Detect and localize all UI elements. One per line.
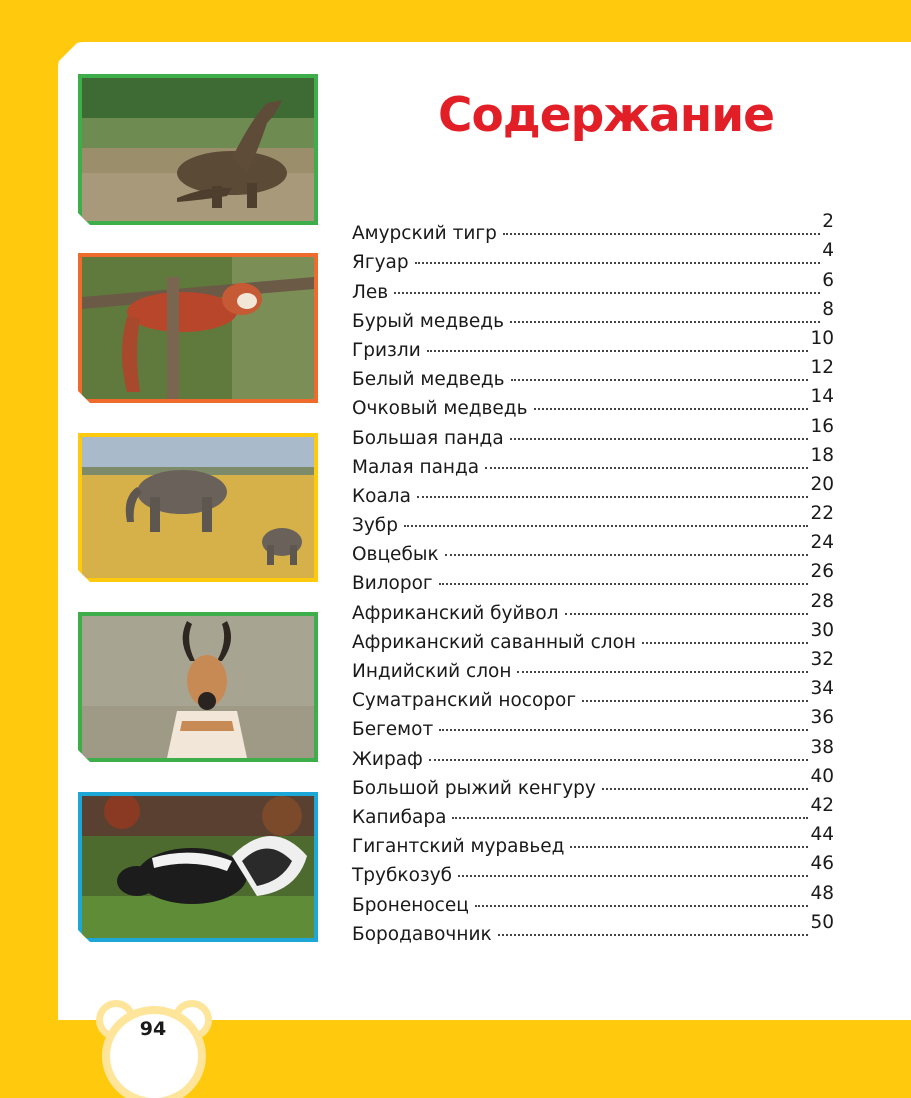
toc-dot-leader (415, 262, 821, 264)
toc-dot-leader (511, 379, 809, 381)
toc-dot-leader (565, 613, 809, 615)
toc-entry[interactable] (352, 882, 834, 916)
bear-badge-icon (92, 990, 216, 1098)
toc-entry-page: 6 (822, 269, 834, 291)
toc-dot-leader (458, 875, 808, 877)
toc-dot-leader (429, 759, 809, 761)
toc-dot-leader (534, 408, 809, 410)
toc-entry[interactable] (352, 765, 834, 800)
toc-dot-leader (417, 496, 809, 498)
toc-dot-leader (439, 729, 808, 731)
toc-entry-page: 36 (810, 707, 834, 729)
toc-entry[interactable] (352, 473, 834, 508)
toc-entry-page: 28 (810, 590, 834, 612)
toc-entry-page: 22 (810, 503, 834, 525)
toc-entry-page: 50 (810, 911, 834, 933)
toc-entry[interactable] (352, 240, 834, 274)
toc-entry[interactable] (352, 298, 834, 333)
toc-dot-leader (570, 846, 808, 848)
toc-entry-label: Овцебык (352, 544, 439, 566)
toc-entry[interactable] (352, 736, 834, 770)
toc-dot-leader (642, 642, 808, 644)
toc-entry-label: Вилорог (352, 573, 433, 595)
toc-entry[interactable] (352, 269, 834, 303)
toc-entry-page: 4 (822, 240, 834, 262)
toc-entry-label: Зубр (352, 515, 398, 537)
toc-entry-page: 30 (810, 619, 834, 641)
red-panda-photo (78, 253, 318, 403)
toc-entry[interactable] (352, 649, 834, 683)
toc-entry-label: Гризли (352, 339, 421, 361)
toc-entry-label: Жираф (352, 748, 423, 770)
toc-dot-leader (517, 671, 808, 673)
toc-entry-label: Бородавочник (352, 923, 492, 945)
toc-entry-page: 48 (810, 882, 834, 904)
toc-entry-label: Большой рыжий кенгуру (352, 777, 596, 799)
toc-dot-leader (427, 350, 809, 352)
toc-entry-page: 20 (810, 473, 834, 495)
toc-entry-page: 46 (810, 853, 834, 875)
toc-entry-page: 38 (810, 736, 834, 758)
toc-entry-label: Броненосец (352, 894, 469, 916)
toc-entry-page: 14 (810, 386, 834, 408)
toc-entry-page: 16 (810, 415, 834, 437)
toc-entry-label: Суматранский носорог (352, 690, 577, 712)
toc-entry-label: Бурый медведь (352, 310, 505, 332)
toc-entry[interactable] (352, 794, 834, 829)
toc-entry[interactable] (352, 415, 834, 449)
toc-dot-leader (498, 934, 809, 936)
toc-entry-label: Индийский слон (352, 661, 512, 682)
toc-entry-page: 24 (810, 532, 834, 554)
toc-entry[interactable] (352, 707, 834, 741)
toc-entry[interactable] (352, 327, 834, 362)
toc-dot-leader (439, 583, 809, 585)
toc-dot-leader (394, 292, 820, 294)
toc-entry[interactable] (352, 211, 834, 245)
toc-entry-label: Трубкозуб (352, 865, 453, 887)
toc-entry-label: Белый медведь (352, 369, 505, 391)
toc-entry[interactable] (352, 386, 834, 420)
toc-entry[interactable] (352, 619, 834, 654)
toc-dot-leader (503, 233, 820, 235)
page-number: 94 (139, 1018, 167, 1040)
toc-entry-page: 8 (822, 298, 834, 320)
toc-entry-page: 42 (810, 794, 834, 816)
toc-entry-label: Гигантский муравьед (352, 836, 565, 858)
toc-entry-label: Африканский буйвол (352, 602, 559, 624)
toc-entry-label: Большая панда (352, 427, 504, 449)
toc-entry[interactable] (352, 911, 834, 946)
toc-entry-page: 44 (810, 824, 834, 846)
toc-entry-page: 26 (810, 561, 834, 583)
toc-dot-leader (582, 700, 808, 702)
toc-dot-leader (452, 817, 808, 819)
toc-dot-leader (404, 525, 808, 527)
toc-entry-page: 18 (810, 444, 834, 466)
toc-entry-page: 10 (810, 327, 834, 349)
toc-entry-label: Ягуар (352, 252, 409, 274)
komodo-dragon-photo (78, 74, 318, 225)
toc-entry-page: 12 (810, 357, 834, 379)
toc-entry-label: Амурский тигр (352, 223, 497, 245)
toc-entry-label: Лев (352, 281, 389, 303)
toc-entry[interactable] (352, 561, 834, 595)
toc-entry-label: Очковый медведь (352, 398, 528, 420)
toc-entry-page: 32 (810, 649, 834, 670)
toc-entry[interactable] (352, 678, 834, 712)
toc-entry-label: Малая панда (352, 456, 480, 478)
toc-dot-leader (510, 438, 809, 440)
elephants-photo (78, 433, 318, 582)
toc-entry-label: Бегемот (352, 719, 434, 741)
toc-entry[interactable] (352, 824, 834, 858)
toc-entry[interactable] (352, 357, 834, 391)
toc-dot-leader (602, 788, 809, 790)
pronghorn-photo (78, 612, 318, 762)
toc-entry[interactable] (352, 503, 834, 537)
toc-entry[interactable] (352, 590, 834, 624)
page-title: Содержание (438, 88, 775, 143)
toc-entry-label: Капибара (352, 806, 447, 828)
toc-dot-leader (510, 321, 820, 323)
skunk-photo (78, 792, 318, 942)
toc-entry[interactable] (352, 532, 834, 566)
toc-entry[interactable] (352, 444, 834, 479)
toc-entry-page: 34 (810, 678, 834, 700)
toc-entry-page: 2 (822, 211, 834, 233)
toc-dot-leader (475, 905, 809, 907)
toc-entry-page: 40 (810, 765, 834, 787)
table-of-contents (352, 211, 834, 946)
toc-dot-leader (485, 467, 808, 469)
toc-entry[interactable] (352, 853, 834, 887)
toc-dot-leader (445, 554, 809, 556)
toc-entry-label: Африканский саванный слон (352, 631, 636, 653)
toc-entry-label: Коала (352, 485, 411, 507)
